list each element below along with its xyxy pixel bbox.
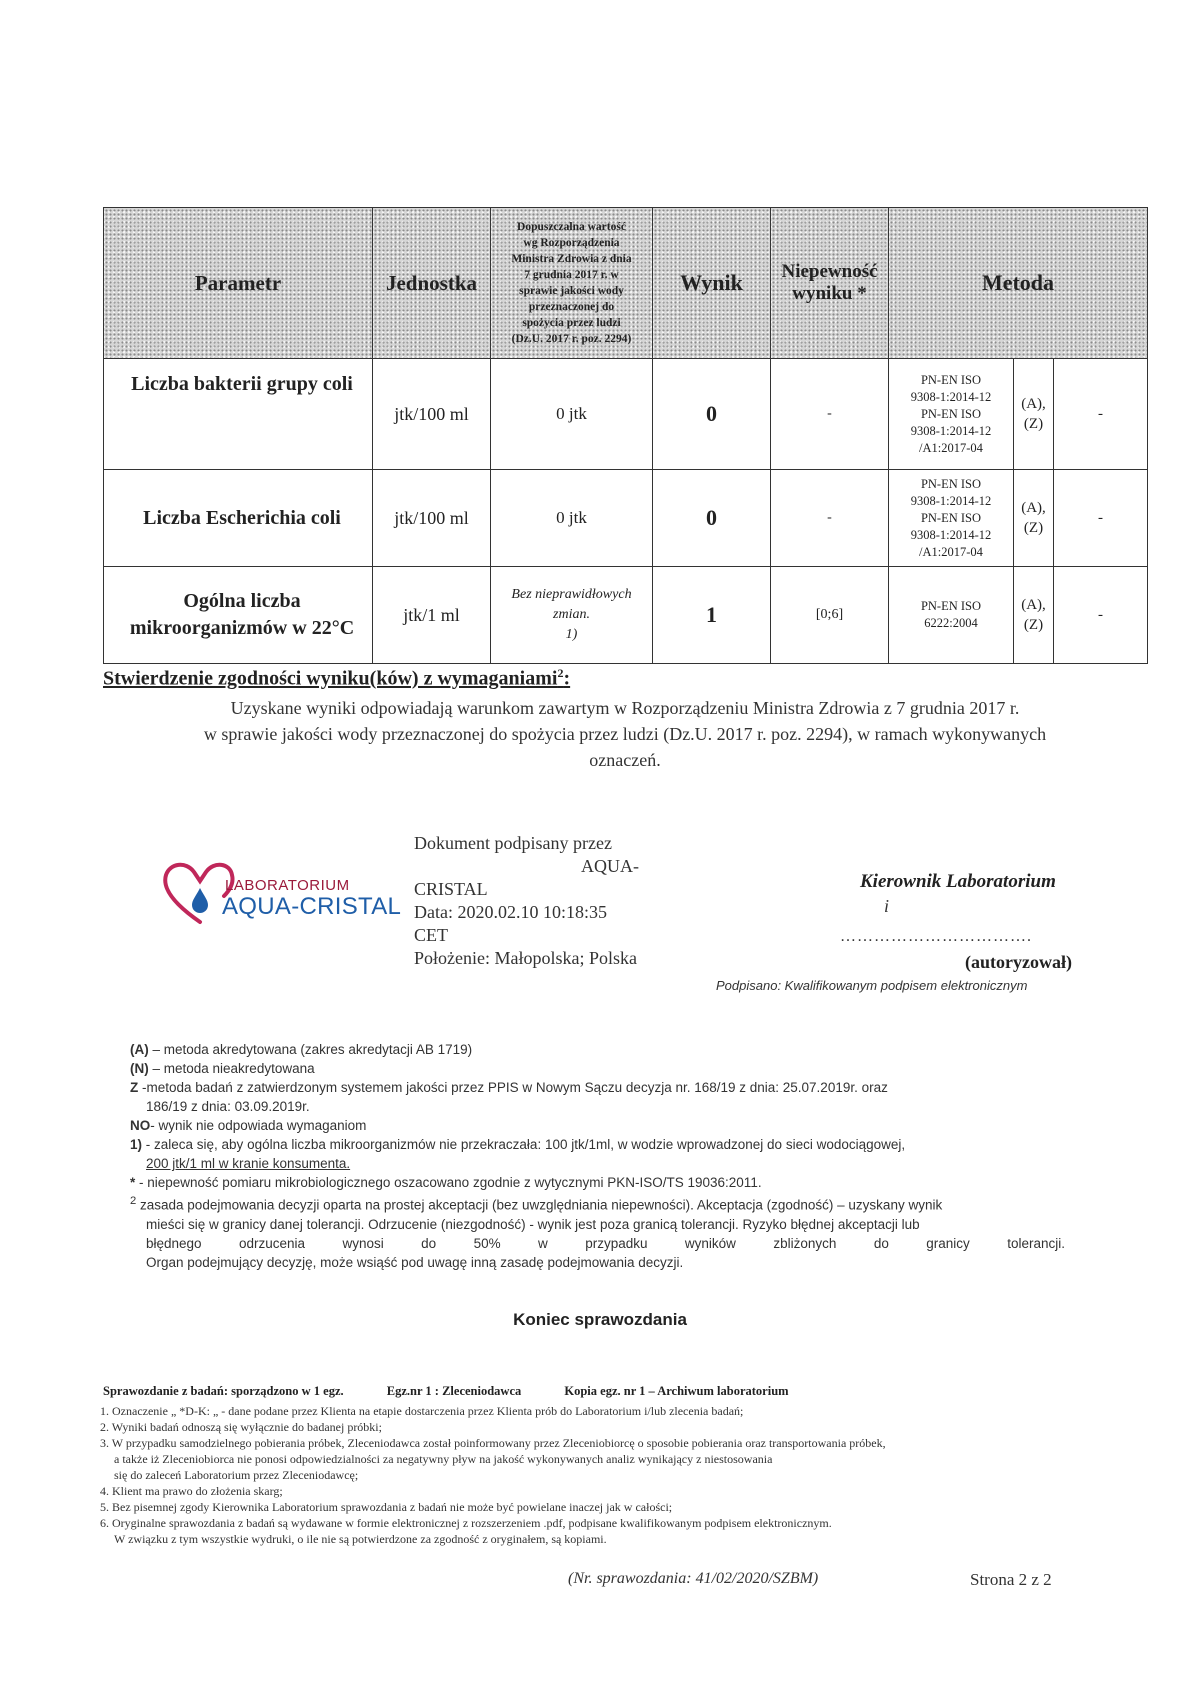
legend-item: 1) - zaleca się, aby ogólna liczba mikroorganizmów nie przekraczała: 100 jtk/1ml, w wodzie wprowadzonej do sieci wodociągowej,: [130, 1137, 906, 1152]
lab-head-title: Kierownik Laboratorium: [860, 871, 1056, 892]
legend-item: * - niepewność pomiaru mikrobiologicznego oszacowano zgodnie z wytycznymi PKN-ISO/TS 19036:2011.: [130, 1175, 762, 1190]
signature-mark: i: [884, 896, 890, 916]
footer-note: a także iż Zleceniobiorca nie ponosi odpowiedzialności za negatywny pływ na jakość wykonywanych analiz wynikający z niestosowania: [114, 1452, 773, 1466]
legend-item: Z -metoda badań z zatwierdzonym systemem jakości przez PPIS w Nowym Sączu decyzja nr. 168/19 z dnia: 25.07.2019r. oraz: [130, 1080, 888, 1095]
footer-notes: [100, 1403, 1105, 1547]
header-uncertainty: Niepewność wyniku *: [771, 208, 889, 359]
end-of-report: Koniec sprawozdania: [513, 1310, 687, 1329]
legend-item: Organ podejmujący decyzję, może wsiąść pod uwagę inną zasadę podejmowania decyzji.: [146, 1254, 684, 1270]
uncertainty-cell: [0;6]: [771, 567, 889, 664]
footer-note: się do zaleceń Laboratorium przez Zleceniodawcę;: [114, 1468, 359, 1482]
legend: [130, 1040, 1090, 1272]
footer-note: 3. W przypadku samodzielnego pobierania próbek, Zleceniodawca został poinformowany przez Zleceniobiorcę o sposobie pobierania oraz transportowania próbek,: [100, 1436, 886, 1450]
header-method: Metoda: [889, 208, 1148, 359]
legend-item: błędnego odrzucenia wynosi do 50% w przypadku wyników zbliżonych do granicy tolerancji.: [146, 1235, 1065, 1251]
table-header-row: [104, 208, 1148, 359]
extra-cell: -: [1054, 359, 1148, 470]
unit-cell: jtk/100 ml: [373, 359, 491, 470]
unit-cell: jtk/1 ml: [373, 567, 491, 664]
footer-note: W związku z tym wszystkie wydruki, o ile nie są potwierdzone za zgodność z oryginałem, są kopiami.: [114, 1532, 607, 1546]
footer-note: 4. Klient ma prawo do złożenia skarg;: [100, 1484, 283, 1498]
method-cell: PN-EN ISO 9308-1:2014-12 PN-EN ISO 9308-1:2014-12 /A1:2017-04: [889, 470, 1014, 567]
legend-item: 186/19 z dnia: 03.09.2019r.: [146, 1099, 310, 1114]
result-cell: 0: [653, 359, 771, 470]
signature-line: …………………………….: [840, 928, 1032, 945]
legend-item: (A) – metoda akredytowana (zakres akredytacji AB 1719): [130, 1042, 473, 1057]
legend-item: (N) – metoda nieakredytowana: [130, 1061, 315, 1076]
header-unit: Jednostka: [373, 208, 491, 359]
qualified-signature-note: Podpisano: Kwalifikowanym podpisem elektronicznym: [716, 978, 1028, 993]
header-limit: Dopuszczalna wartość wg Rozporządzenia Ministra Zdrowia z dnia 7 grudnia 2017 r. w sprawie jakości wody przeznaczonej do spożycia przez ludzi (Dz.U. 2017 r. poz. 2294): [491, 208, 653, 359]
legend-item: $^2$ zasada podejmowania decyzji oparta na prostej akceptacji (bez uwzględniania niepewności). Akceptacja (zgodność) – uzyskany wynik: [130, 1195, 943, 1213]
table-row: [104, 359, 1148, 470]
parameter-cell: Liczba bakterii grupy coli: [104, 359, 373, 470]
accreditation-cell: (A), (Z): [1014, 567, 1054, 664]
accreditation-cell: (A), (Z): [1014, 470, 1054, 567]
method-cell: PN-EN ISO 9308-1:2014-12 PN-EN ISO 9308-1:2014-12 /A1:2017-04: [889, 359, 1014, 470]
logo-text-bottom: AQUA-CRISTAL: [222, 893, 402, 920]
report-number: (Nr. sprawozdania: 41/02/2020/SZBM): [568, 1570, 819, 1587]
limit-cell: 0 jtk: [491, 359, 653, 470]
page-number: Strona 2 z 2: [970, 1570, 1052, 1589]
uncertainty-cell: -: [771, 470, 889, 567]
result-cell: 0: [653, 470, 771, 567]
extra-cell: -: [1054, 567, 1148, 664]
parameter-cell: Ogólna liczba mikroorganizmów w 22°C: [104, 567, 373, 664]
table-row: [104, 470, 1148, 567]
results-table: [103, 207, 1148, 664]
water-drop-icon: [192, 888, 208, 913]
conformity-title: Stwierdzenie zgodności wyniku(ków) z wymaganiami$^2$:: [103, 666, 571, 690]
conformity-text: Uzyskane wyniki odpowiadają warunkom zawartym w Rozporządzeniu Ministra Zdrowia z 7 grudnia 2017 r. w sprawie jakości wody przeznaczonej do spożycia przez ludzi (Dz.U. 2017 r. poz. 2294), w ramach wykonywanych oznaczeń.: [203, 698, 1047, 770]
footer-header: Sprawozdanie z badań: sporządzono w 1 egz. Egz.nr 1 : Zleceniodawca Kopia egz. nr 1 – Archiwum laboratorium: [103, 1384, 789, 1398]
footer-note: 2. Wyniki badań odnoszą się wyłącznie do badanej próbki;: [100, 1420, 382, 1434]
authorized-label: (autoryzował): [965, 952, 1072, 972]
legend-item: mieści się w granicy danej tolerancji. Odrzucenie (niezgodność) - wynik jest poza granicą tolerancji. Ryzyko błędnej akceptacji lub: [146, 1216, 920, 1232]
parameter-cell: Liczba Escherichia coli: [104, 470, 373, 567]
footer-note: 6. Oryginalne sprawozdania z badań są wydawane w formie elektronicznej z rozszerzeniem .pdf, podpisane kwalifikowanym podpisem elektronicznym.: [100, 1516, 832, 1530]
logo-text-top: LABORATORIUM: [225, 877, 350, 894]
digital-signature-info: Dokument podpisany przez AQUA- CRISTAL Data: 2020.02.10 10:18:35 CET Położenie: Małopolska; Polska: [414, 833, 639, 968]
legend-item: NO- wynik nie odpowiada wymaganiom: [130, 1118, 367, 1133]
limit-cell: 0 jtk: [491, 470, 653, 567]
limit-cell: Bez nieprawidłowych zmian. 1): [491, 567, 653, 664]
method-cell: PN-EN ISO 6222:2004: [889, 567, 1014, 664]
uncertainty-cell: -: [771, 359, 889, 470]
header-result: Wynik: [653, 208, 771, 359]
result-cell: 1: [653, 567, 771, 664]
unit-cell: jtk/100 ml: [373, 470, 491, 567]
header-parameter: Parametr: [104, 208, 373, 359]
accreditation-cell: (A), (Z): [1014, 359, 1054, 470]
footer-note: 5. Bez pisemnej zgody Kierownika Laboratorium sprawozdania z badań nie może być powielane inaczej jak w całości;: [100, 1500, 673, 1514]
footer-note: 1. Oznaczenie „ *D-K: „ - dane podane przez Klienta na etapie dostarczenia przez Klienta prób do Laboratorium i/lub zlecenia badań;: [100, 1404, 744, 1418]
extra-cell: -: [1054, 470, 1148, 567]
legend-item: 200 jtk/1 ml w kranie konsumenta.: [146, 1156, 351, 1171]
table-row: [104, 567, 1148, 664]
